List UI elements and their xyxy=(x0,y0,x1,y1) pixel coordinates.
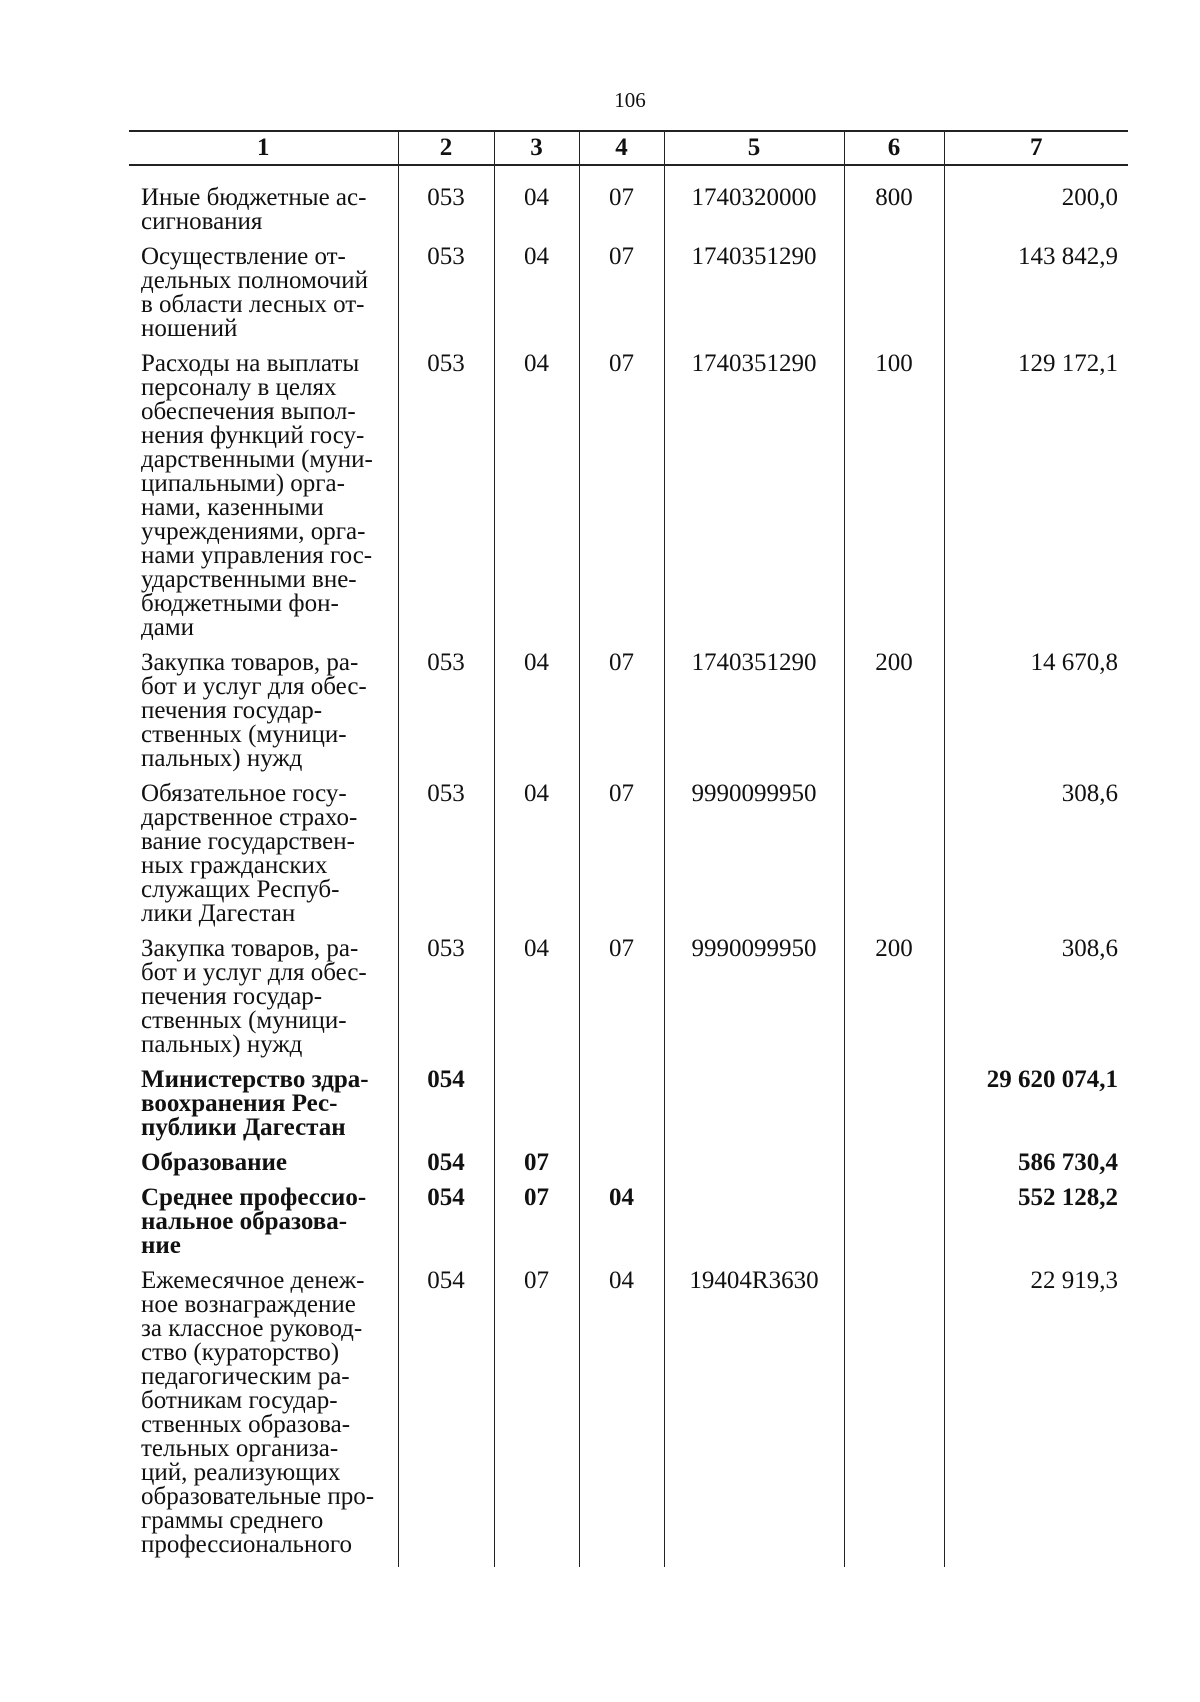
row-col3-code: 04 xyxy=(494,782,579,937)
row-amount: 586 730,4 xyxy=(944,1151,1128,1186)
row-col2-code: 053 xyxy=(398,782,494,937)
row-name: Закупка товаров, ра- бот и услуг для обес- печения государ- ственных (муници- пальных) нужд xyxy=(141,935,367,1058)
row-col3-code: 07 xyxy=(494,1151,579,1186)
row-col6-code xyxy=(844,1269,944,1567)
row-col5-code: 9990099950 xyxy=(664,782,844,937)
table-row xyxy=(129,352,1128,651)
row-col3-code: 04 xyxy=(494,165,579,245)
column-header-6: 6 xyxy=(844,131,944,165)
row-name: Среднее профессио- нальное образова- ние xyxy=(141,1184,367,1259)
row-amount: 29 620 074,1 xyxy=(944,1068,1128,1151)
row-col3-code: 07 xyxy=(494,1269,579,1567)
row-col3-code: 04 xyxy=(494,245,579,352)
row-col6-code: 800 xyxy=(844,165,944,245)
row-col2-code: 053 xyxy=(398,165,494,245)
column-header-5: 5 xyxy=(664,131,844,165)
row-col4-code: 07 xyxy=(579,165,664,245)
row-col3-code: 07 xyxy=(494,1186,579,1269)
row-name: Министерство здра- воохранения Рес- публики Дагестан xyxy=(141,1066,369,1141)
row-col2-code: 054 xyxy=(398,1068,494,1151)
column-header-3: 3 xyxy=(494,131,579,165)
row-amount: 552 128,2 xyxy=(944,1186,1128,1269)
row-amount: 308,6 xyxy=(944,782,1128,937)
row-col4-code: 07 xyxy=(579,352,664,651)
table-row xyxy=(129,1151,1128,1186)
row-col4-code: 04 xyxy=(579,1269,664,1567)
row-amount: 200,0 xyxy=(944,165,1128,245)
row-amount: 14 670,8 xyxy=(944,651,1128,782)
row-col2-code: 053 xyxy=(398,352,494,651)
table-row xyxy=(129,165,1128,245)
row-col6-code: 200 xyxy=(844,651,944,782)
row-amount: 129 172,1 xyxy=(944,352,1128,651)
row-name: Иные бюджетные ас- сигнования xyxy=(141,184,367,235)
row-col5-code: 1740320000 xyxy=(664,165,844,245)
row-col5-code xyxy=(664,1068,844,1151)
row-col2-code: 053 xyxy=(398,651,494,782)
row-col6-code xyxy=(844,1186,944,1269)
row-col4-code: 07 xyxy=(579,782,664,937)
row-col6-code xyxy=(844,1068,944,1151)
table-body xyxy=(129,165,1128,1567)
row-name: Обязательное госу- дарственное страхо- вание государствен- ных гражданских служащих Респуб- лики Дагестан xyxy=(141,780,358,927)
row-col5-code xyxy=(664,1151,844,1186)
row-name: Образование xyxy=(141,1149,288,1176)
row-col5-code: 1740351290 xyxy=(664,352,844,651)
header-row xyxy=(129,131,1128,165)
row-col2-code: 053 xyxy=(398,245,494,352)
row-name: Расходы на выплаты персоналу в целях обеспечения выпол- нения функций госу- дарственными (муни- ципальными) орга- нами, казенными учреждениями, орга- нами управления гос- ударственными вне- бюджетными фон- дами xyxy=(141,350,373,641)
row-name: Закупка товаров, ра- бот и услуг для обес- печения государ- ственных (муници- пальных) нужд xyxy=(141,649,367,772)
table-row xyxy=(129,937,1128,1068)
row-col6-code: 100 xyxy=(844,352,944,651)
row-col6-code xyxy=(844,245,944,352)
row-col4-code: 07 xyxy=(579,651,664,782)
row-col2-code: 054 xyxy=(398,1186,494,1269)
table-row xyxy=(129,1068,1128,1151)
row-col2-code: 054 xyxy=(398,1269,494,1567)
table-row xyxy=(129,245,1128,352)
row-amount: 143 842,9 xyxy=(944,245,1128,352)
table-row xyxy=(129,782,1128,937)
row-col4-code xyxy=(579,1151,664,1186)
column-header-4: 4 xyxy=(579,131,664,165)
table-row xyxy=(129,1269,1128,1567)
column-header-2: 2 xyxy=(398,131,494,165)
budget-table xyxy=(129,130,1128,1567)
row-col6-code: 200 xyxy=(844,937,944,1068)
row-col2-code: 053 xyxy=(398,937,494,1068)
row-col5-code: 1740351290 xyxy=(664,245,844,352)
row-col5-code: 1740351290 xyxy=(664,651,844,782)
row-col5-code xyxy=(664,1186,844,1269)
row-amount: 308,6 xyxy=(944,937,1128,1068)
table-header xyxy=(129,131,1128,165)
table-row xyxy=(129,1186,1128,1269)
row-col3-code: 04 xyxy=(494,352,579,651)
row-col4-code: 07 xyxy=(579,937,664,1068)
row-amount: 22 919,3 xyxy=(944,1269,1128,1567)
row-col4-code: 04 xyxy=(579,1186,664,1269)
row-col4-code xyxy=(579,1068,664,1151)
row-col5-code: 9990099950 xyxy=(664,937,844,1068)
row-col4-code: 07 xyxy=(579,245,664,352)
column-header-7: 7 xyxy=(944,131,1128,165)
row-col6-code xyxy=(844,1151,944,1186)
row-col3-code: 04 xyxy=(494,937,579,1068)
row-col2-code: 054 xyxy=(398,1151,494,1186)
row-name: Ежемесячное денеж- ное вознаграждение за классное руковод- ство (кураторство) педагогическим ра- ботникам государ- ственных образова- тельных организа- ций, реализующих образовательные про- граммы среднего профессионального xyxy=(141,1267,375,1558)
row-name: Осуществление от- дельных полномочий в области лесных от- ношений xyxy=(141,243,369,342)
row-col3-code: 04 xyxy=(494,651,579,782)
row-col6-code xyxy=(844,782,944,937)
budget-table-container xyxy=(129,130,1128,1567)
row-col5-code: 19404R3630 xyxy=(664,1269,844,1567)
row-col3-code xyxy=(494,1068,579,1151)
page-number: 106 xyxy=(614,88,646,112)
table-row xyxy=(129,651,1128,782)
column-header-1: 1 xyxy=(129,131,398,165)
